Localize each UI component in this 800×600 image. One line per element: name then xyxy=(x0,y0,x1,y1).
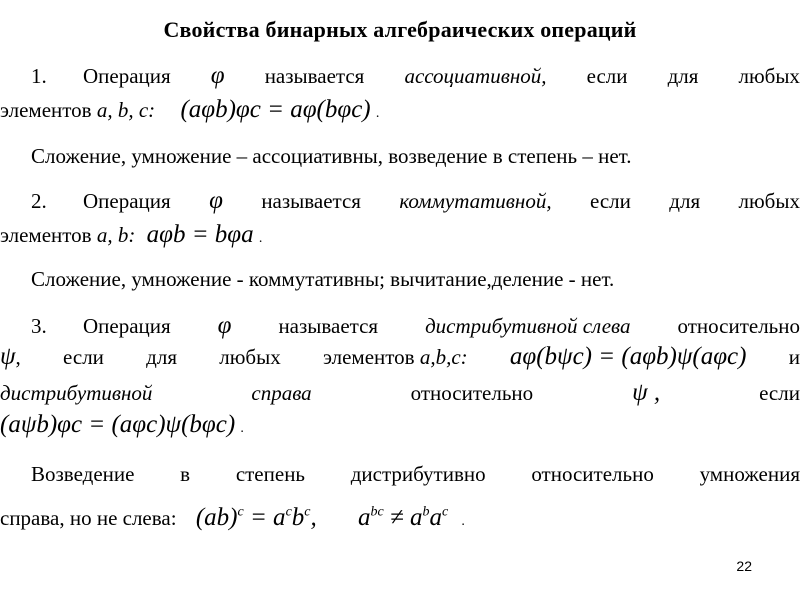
item2-word: если xyxy=(590,189,631,213)
note3-word: в xyxy=(180,462,191,486)
item1-term: ассоциативной, xyxy=(404,64,547,88)
note3-word: степень xyxy=(235,462,306,486)
item3-line1 xyxy=(0,313,800,339)
item1-text: элементов xyxy=(0,98,92,122)
item3-line3 xyxy=(0,380,800,406)
item1-dot: . xyxy=(375,106,380,121)
item1-word: если xyxy=(586,64,628,88)
item3-number: 3. Операция xyxy=(31,314,171,338)
item3-dot: . xyxy=(240,421,244,436)
item1-number: 1. Операция xyxy=(31,64,171,88)
item3-word: относительно xyxy=(410,381,534,405)
note3-dot: . xyxy=(461,514,465,529)
item1-phi: φ xyxy=(210,62,225,89)
item3-elements: элементов a,b,c: xyxy=(322,345,468,369)
item3-term-right: дистрибутивной xyxy=(0,381,153,405)
note3-word: Возведение xyxy=(31,462,135,486)
note2: Сложение, умножение - коммутативны; вычитание,деление - нет. xyxy=(31,267,615,291)
item3-term-right: справа xyxy=(251,381,312,405)
item3-formula-right: (aψb)φc = (aφc)ψ(bφc) xyxy=(0,411,236,438)
item3-word: если xyxy=(759,381,800,405)
item1-vars: a, b, c: xyxy=(96,98,156,122)
note3-word: относительно xyxy=(531,462,654,486)
item2-formula: aφb = bφa xyxy=(146,221,254,248)
item2-word: для xyxy=(669,189,701,213)
note3-text: справа, но не слева: xyxy=(0,506,177,530)
page-number: 22 xyxy=(736,558,752,574)
note3-line2 xyxy=(0,505,800,535)
item2-vars: a, b: xyxy=(96,223,136,247)
item2-term: коммутативной, xyxy=(399,189,552,213)
item2-dot: . xyxy=(258,231,263,246)
item3-word: любых xyxy=(219,345,281,369)
note3-word: умножения xyxy=(699,462,800,486)
item2-text: элементов xyxy=(0,223,92,247)
item1-line2 xyxy=(0,97,800,127)
item1-line1 xyxy=(0,63,800,89)
item2-word: любых xyxy=(738,189,800,213)
item1-word: называется xyxy=(264,64,365,88)
item3-and: и xyxy=(788,345,800,369)
item3-psi-group: ψ, xyxy=(0,343,21,370)
item3-word: если xyxy=(63,345,104,369)
item2-number: 2. Операция xyxy=(31,189,171,213)
item3-formula-left: aφ(bψc) = (aφb)ψ(aφc) xyxy=(509,343,747,370)
item1-formula: (aφb)φc = aφ(bφc) xyxy=(180,96,371,123)
item2-line2 xyxy=(0,222,800,252)
item2-line1 xyxy=(0,188,800,214)
item3-word: называется xyxy=(278,314,379,338)
item3-term: дистрибутивной слева xyxy=(425,314,631,338)
item3-phi: φ xyxy=(217,312,232,339)
item3-word: для xyxy=(146,345,177,369)
item3-line2 xyxy=(0,344,800,370)
note3-word: дистрибутивно xyxy=(350,462,486,486)
item3-line4 xyxy=(0,412,800,442)
item3-word: относительно xyxy=(677,314,800,338)
note1: Сложение, умножение – ассоциативны, возведение в степень – нет. xyxy=(31,144,632,168)
note3-line1 xyxy=(0,461,800,487)
page-title: Свойства бинарных алгебраических операций xyxy=(163,17,637,42)
item2-word: называется xyxy=(261,189,361,213)
item1-word: для xyxy=(667,64,699,88)
item2-phi: φ xyxy=(209,187,223,214)
note3-formula-notequal: $a^{bc} \ne a^ba^c$ xyxy=(358,504,449,531)
item3-psi: ψ , xyxy=(632,379,661,406)
note3-formula-equal: $(ab)^c = a^cb^c$, xyxy=(195,504,317,531)
item1-word: любых xyxy=(738,64,800,88)
